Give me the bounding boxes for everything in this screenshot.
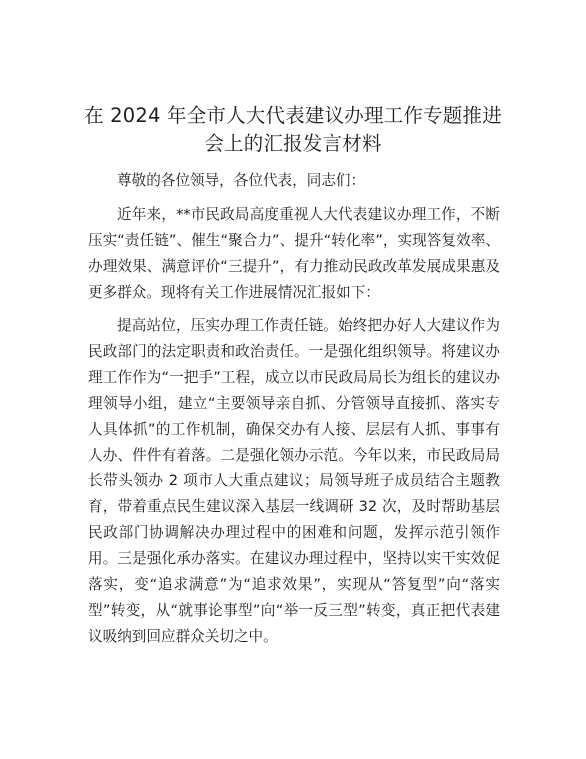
document-title-line-2: 会上的汇报发言材料 bbox=[204, 132, 382, 155]
document-title-line-1: 在 2024 年全市人大代表建议办理工作专题推进 bbox=[84, 104, 502, 127]
salutation: 尊敬的各位领导，各位代表，同志们： bbox=[117, 172, 366, 189]
paragraph-intro: 近年来，**市民政局高度重视人大代表建议办理工作，不断压实“责任链”、催生“聚合力”、提升“转化率”，实现答复效率、办理效果、满意评价“三提升”，有力推动民政改革发展成果惠及更多群众。现将有关工作进展情况汇报如下： bbox=[88, 206, 500, 301]
paragraph-responsibility: 提高站位，压实办理工作责任链。始终把办好人大建议作为民政部门的法定职责和政治责任。一是强化组织领导。将建议办理工作作为“一把手”工程，成立以市民政局局长为组长的建议办理领导小组，建立“主要领导亲自抓、分管领导直接抓、落实专人具体抓”的工作机制，确保交办有人接、层层有人抓、事事有人办、件件有着落。二是强化领办示范。今年以来，市民政局局长带头领办 2 项市人大重点建议；局领导班子成员结合主题教育，带着重点民生建议深入基层一线调研 32 次，及时帮助基层民政部门协调解决办理过程中的困难和问题，发挥示范引领作用。三是强化承办落实。在建议办理过程中，坚持以实干实效促落实，变“追求满意”为“追求效果”，实现从“答复型”向“落实型”转变，从“就事论事型”向“举一反三型”转变，真正把代表建议吸纳到回应群众关切之中。 bbox=[88, 317, 500, 645]
